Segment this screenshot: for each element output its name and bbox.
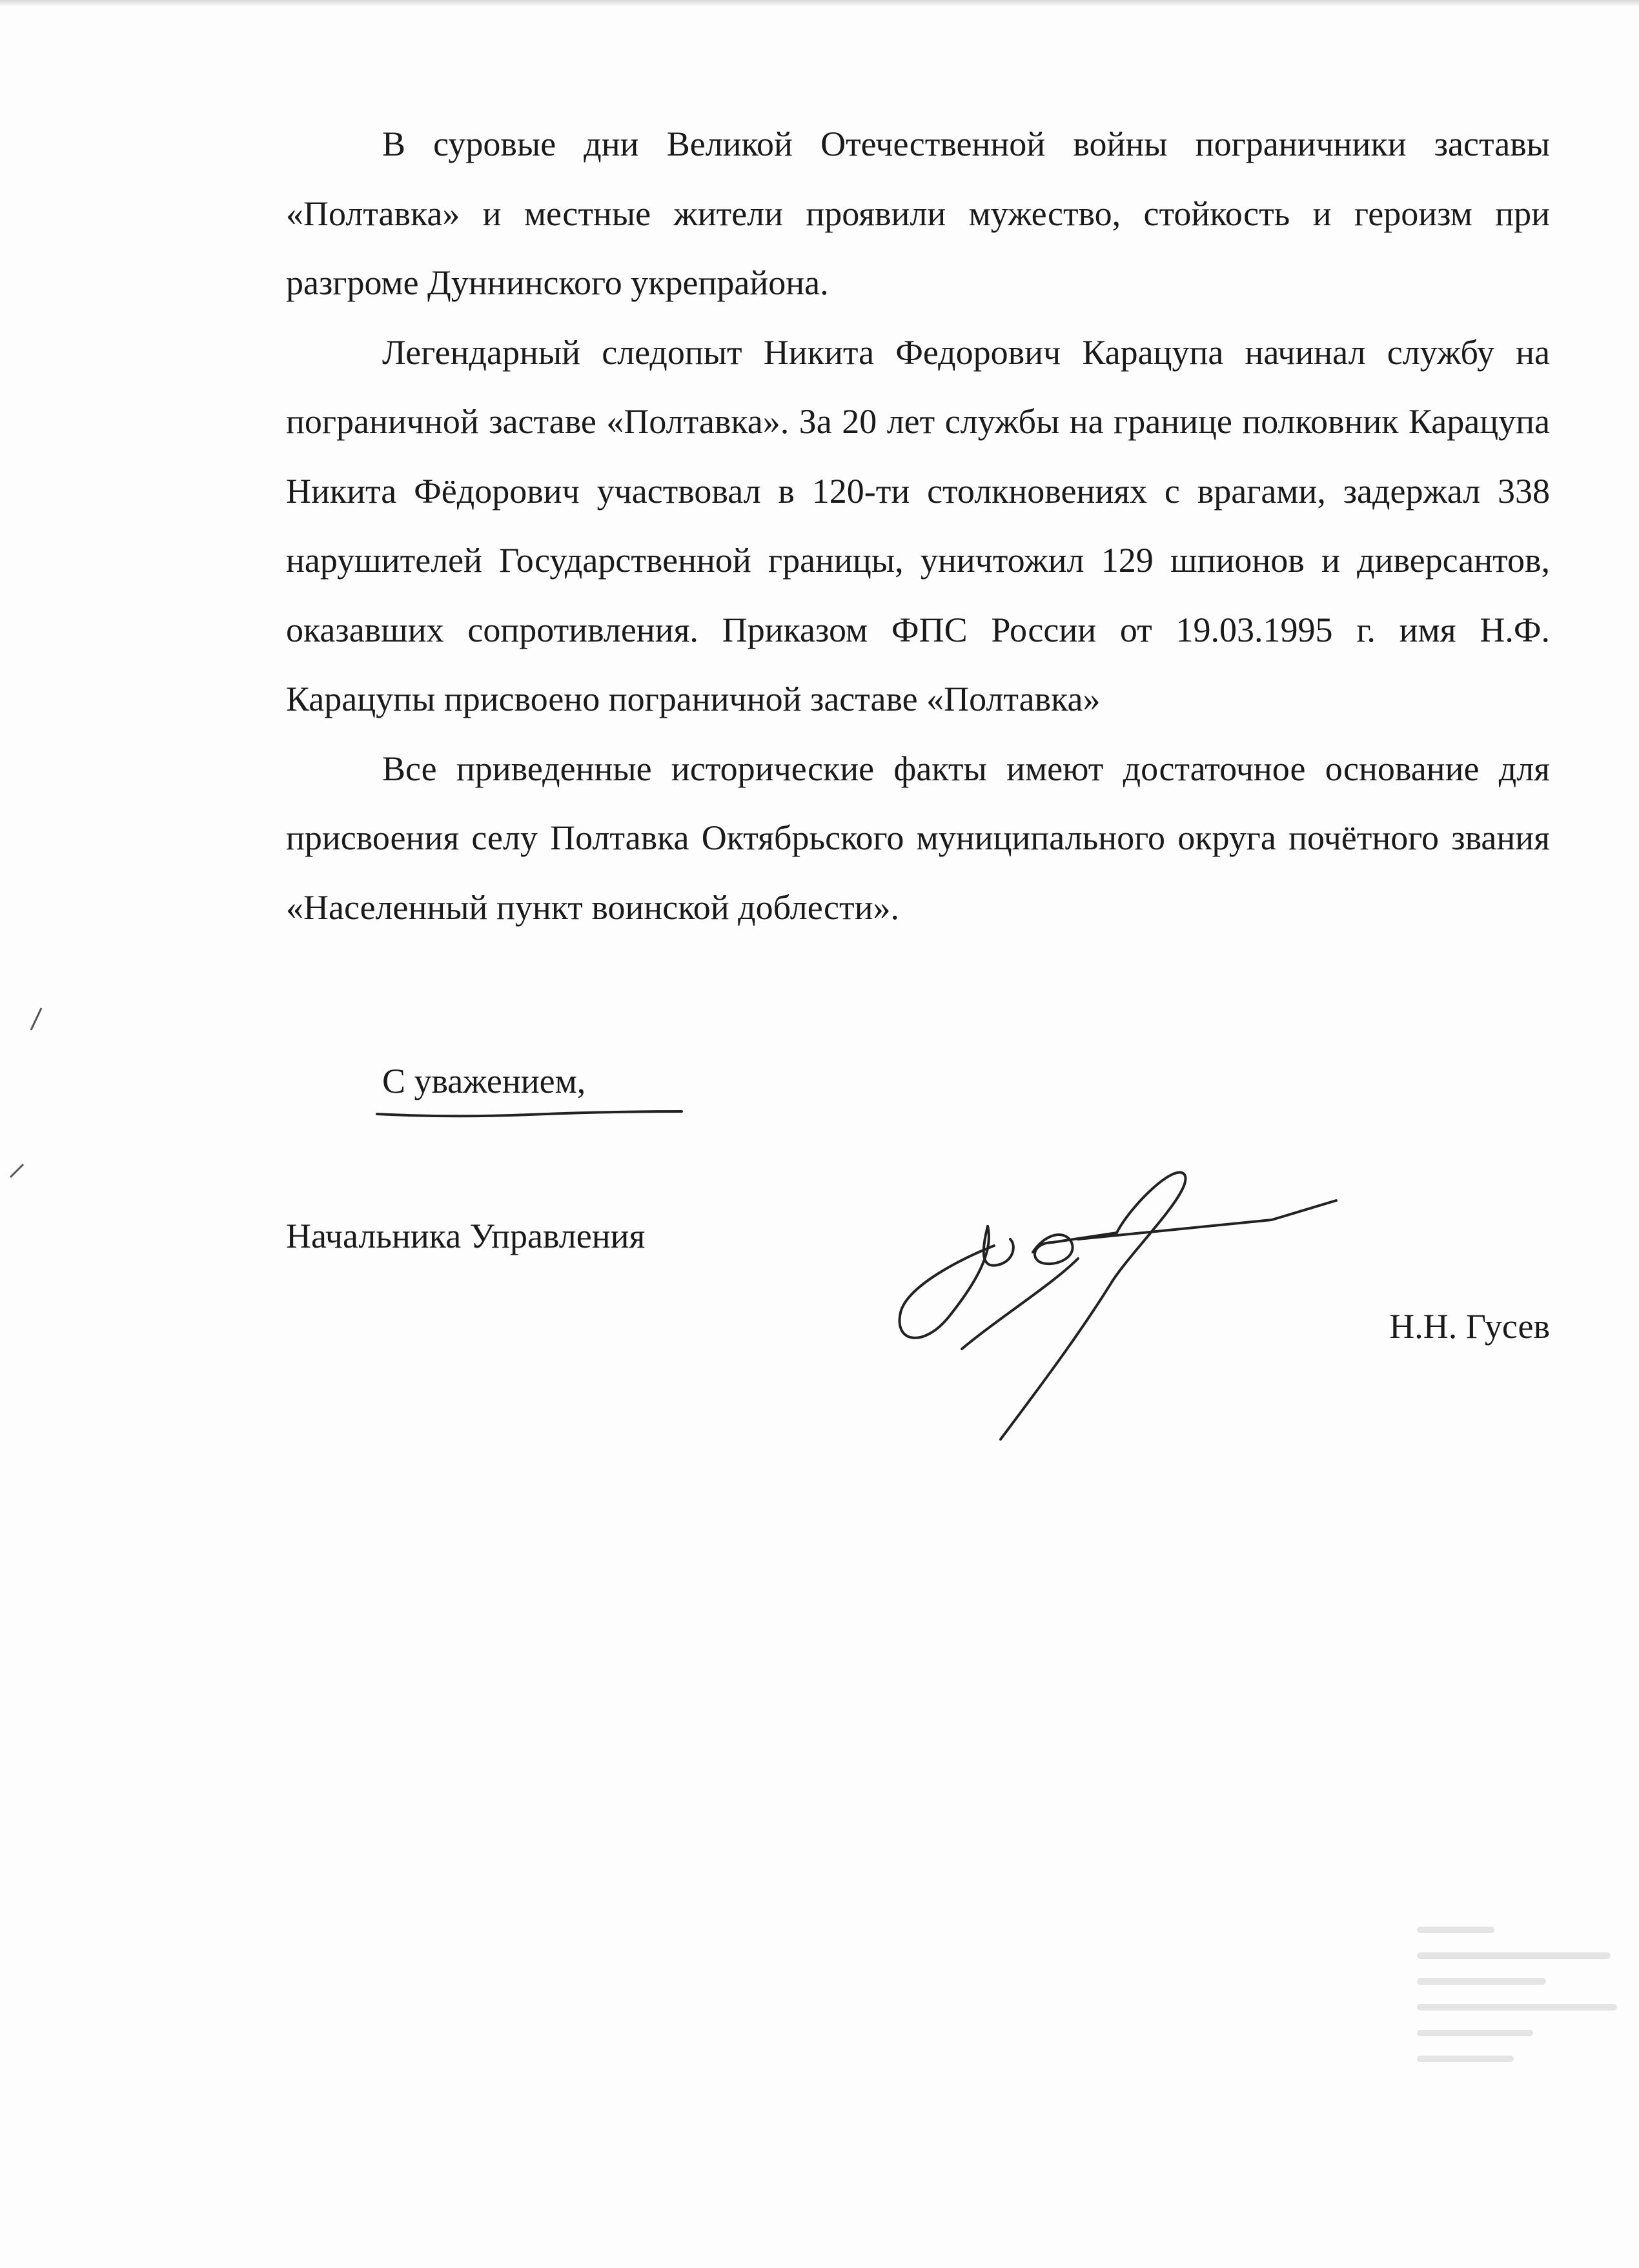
paragraph-war-heroism: В суровые дни Великой Отечественной войны пограничники заставы «Полтавка» и местные жители проявили мужество, стойкость и героизм при разгроме Дуннинского укрепрайона.: [286, 125, 1550, 302]
signer-position: Начальника Управления: [286, 1217, 646, 1255]
scan-top-edge: [0, 0, 1639, 6]
scan-mark-left-1: [26, 1007, 45, 1033]
letter-body: [286, 110, 1550, 942]
closing-underline: [374, 1108, 684, 1120]
paragraph-karatsupa: Легендарный следопыт Никита Федорович Карацупа начинал службу на пограничной заставе «Полтавка». За 20 лет службы на границе полковник Карацупа Никита Фёдорович участвовал в 120-ти столкновениях с врагами, задержал 338 нарушителей Государственной границы, уничтожил 129 шпионов и диверсантов, оказавших сопротивления. Приказом ФПС России от 19.03.1995 г. имя Н.Ф. Карацупы присвоено пограничной заставе «Полтавка»: [286, 332, 1550, 718]
paragraph-conclusion: Все приведенные исторические факты имеют достаточное основание для присвоения селу Полтавка Октябрьского муниципального округа почётного звания «Населенный пункт воинской доблести».: [286, 749, 1550, 927]
signer-name: Н.Н. Гусев: [1389, 1307, 1550, 1346]
faded-bleed-through-text: [1414, 1917, 1620, 2085]
handwritten-signature: [884, 1155, 1349, 1452]
closing-regards: С уважением,: [382, 1062, 586, 1100]
scan-mark-left-2: [6, 1162, 26, 1181]
